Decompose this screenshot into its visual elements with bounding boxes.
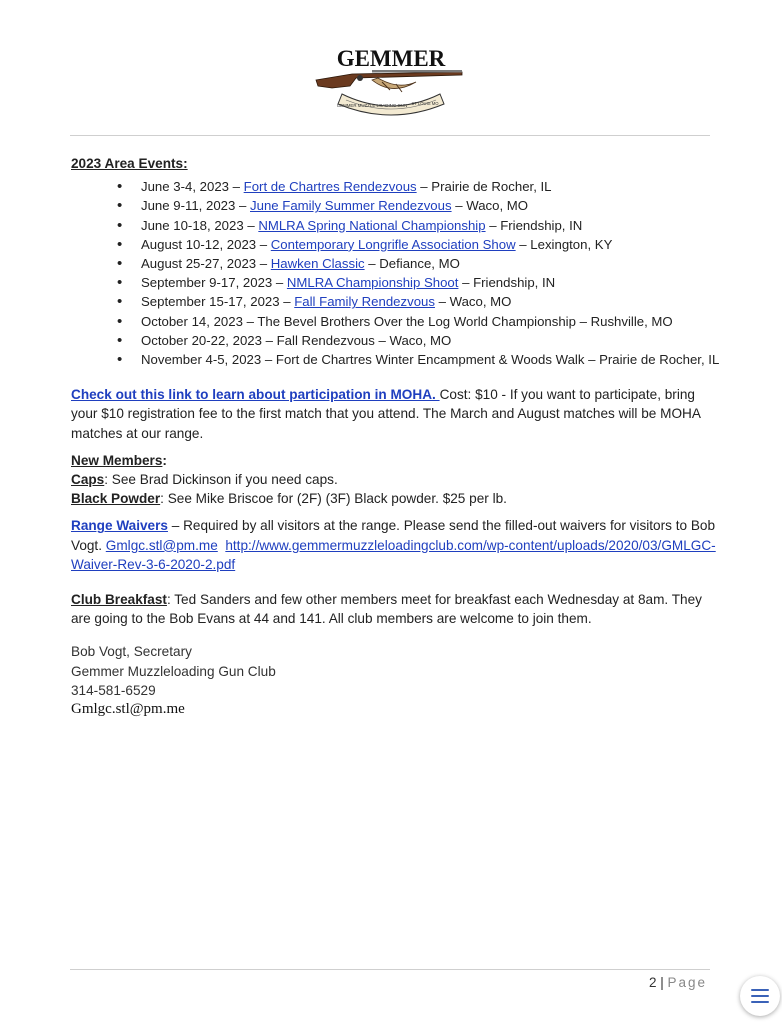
event-date: November 4-5, 2023 – Fort de Chartres Winter Encampment & Woods Walk – Prairie de Rocher, IL	[141, 352, 720, 368]
event-location: – Friendship, IN	[485, 217, 583, 233]
moha-paragraph	[71, 385, 721, 443]
event-link[interactable]: Fort de Chartres Rendezvous	[243, 179, 417, 195]
event-item	[117, 254, 721, 273]
event-location: – Defiance, MO	[364, 256, 460, 272]
event-date: August 25-27, 2023 –	[141, 256, 271, 272]
event-date: September 15-17, 2023 –	[141, 294, 295, 310]
range-waivers-text: – Required by all visitors at the range. Please send the filled-out waivers for visitors to Bob Vogt.	[71, 518, 716, 553]
signature-name: Bob Vogt, Secretary	[71, 644, 192, 660]
event-location: – Friendship, IN	[458, 275, 556, 291]
event-item	[117, 350, 721, 369]
moha-text: Cost: $10 - If you want to participate, bring your $10 registration fee to the first match that you attend. The March and August matches will be MOHA matches at our range.	[71, 387, 701, 441]
newsletter-body	[71, 154, 721, 719]
event-link[interactable]: NMLRA Championship Shoot	[286, 275, 459, 291]
event-item	[117, 312, 721, 331]
event-date: October 14, 2023 – The Bevel Brothers Over the Log World Championship – Rushville, MO	[141, 313, 673, 329]
caps-label: Caps	[71, 472, 105, 488]
range-waivers-paragraph	[71, 516, 721, 574]
event-location: – Waco, MO	[451, 198, 529, 214]
event-item	[117, 177, 721, 196]
club-breakfast-paragraph	[71, 590, 721, 628]
event-date: June 3-4, 2023 –	[141, 179, 244, 195]
header-divider	[70, 135, 710, 136]
event-link[interactable]: June Family Summer Rendezvous	[250, 198, 452, 214]
event-date: August 10-12, 2023 –	[141, 236, 271, 252]
black-powder-text: : See Mike Briscoe for (2F) (3F) Black powder. $25 per lb.	[160, 491, 507, 507]
club-breakfast-text: : Ted Sanders and few other members meet for breakfast each Wednesday at 8am. They are going to the Bob Evans at 44 and 141. All club members are welcome to join them.	[71, 592, 702, 627]
event-item	[117, 273, 721, 292]
footer-divider	[70, 969, 710, 970]
range-waivers-link[interactable]: Range Waivers	[71, 518, 168, 534]
moha-link[interactable]: Check out this link to learn about participation in MOHA.	[71, 387, 440, 403]
event-link[interactable]: Fall Family Rendezvous	[294, 294, 435, 310]
event-item	[117, 196, 721, 215]
event-date: June 9-11, 2023 –	[141, 198, 251, 214]
event-item	[117, 292, 721, 311]
black-powder-label: Black Powder	[71, 491, 161, 507]
event-location: – Waco, MO	[434, 294, 512, 310]
signature-phone: 314-581-6529	[71, 682, 156, 698]
page-word: Page	[667, 975, 707, 990]
caps-text: : See Brad Dickinson if you need caps.	[104, 472, 338, 488]
events-heading: 2023 Area Events:	[71, 156, 188, 171]
signature-block	[71, 642, 721, 719]
event-date: September 9-17, 2023 –	[141, 275, 287, 291]
gun-logo-graphic	[312, 44, 470, 118]
hamburger-menu-icon	[751, 989, 769, 1003]
signature-club: Gemmer Muzzleloading Gun Club	[71, 663, 276, 679]
event-link[interactable]: Contemporary Longrifle Association Show	[270, 236, 516, 252]
new-members-heading: New Members:	[71, 452, 167, 468]
event-location: – Lexington, KY	[515, 236, 613, 252]
event-item	[117, 331, 721, 350]
svg-text:GEMMER MUZZLE LOADING GUN: GEMMER MUZZLE LOADING GUN	[336, 103, 408, 108]
event-date: October 20-22, 2023 – Fall Rendezvous – Waco, MO	[141, 332, 452, 348]
page-number: 2	[648, 975, 657, 990]
page-footer: 2 | Page	[648, 975, 707, 990]
waiver-email-link[interactable]: Gmlgc.stl@pm.me	[105, 537, 218, 553]
event-link[interactable]: NMLRA Spring National Championship	[258, 217, 486, 233]
event-date: June 10-18, 2023 –	[141, 217, 259, 233]
event-location: – Prairie de Rocher, IL	[416, 179, 552, 195]
gemmer-club-logo	[312, 44, 470, 118]
menu-button[interactable]	[740, 976, 780, 1016]
svg-text:ST LOUIS MO: ST LOUIS MO	[411, 101, 439, 106]
event-item	[117, 235, 721, 254]
event-item	[117, 216, 721, 235]
waiver-url-link[interactable]: http://www.gemmermuzzleloadingclub.com/wp-content/uploads/2020/03/GMLGC-Waiver-Rev-3-6-2020-2.pdf	[71, 537, 716, 572]
black-powder-line	[71, 489, 721, 508]
club-breakfast-label: Club Breakfast	[71, 592, 167, 608]
signature-email: Gmlgc.stl@pm.me	[71, 701, 185, 718]
event-link[interactable]: Hawken Classic	[270, 256, 365, 272]
svg-text:GEMMER: GEMMER	[336, 46, 446, 71]
caps-line	[71, 470, 721, 489]
events-list	[71, 177, 721, 369]
